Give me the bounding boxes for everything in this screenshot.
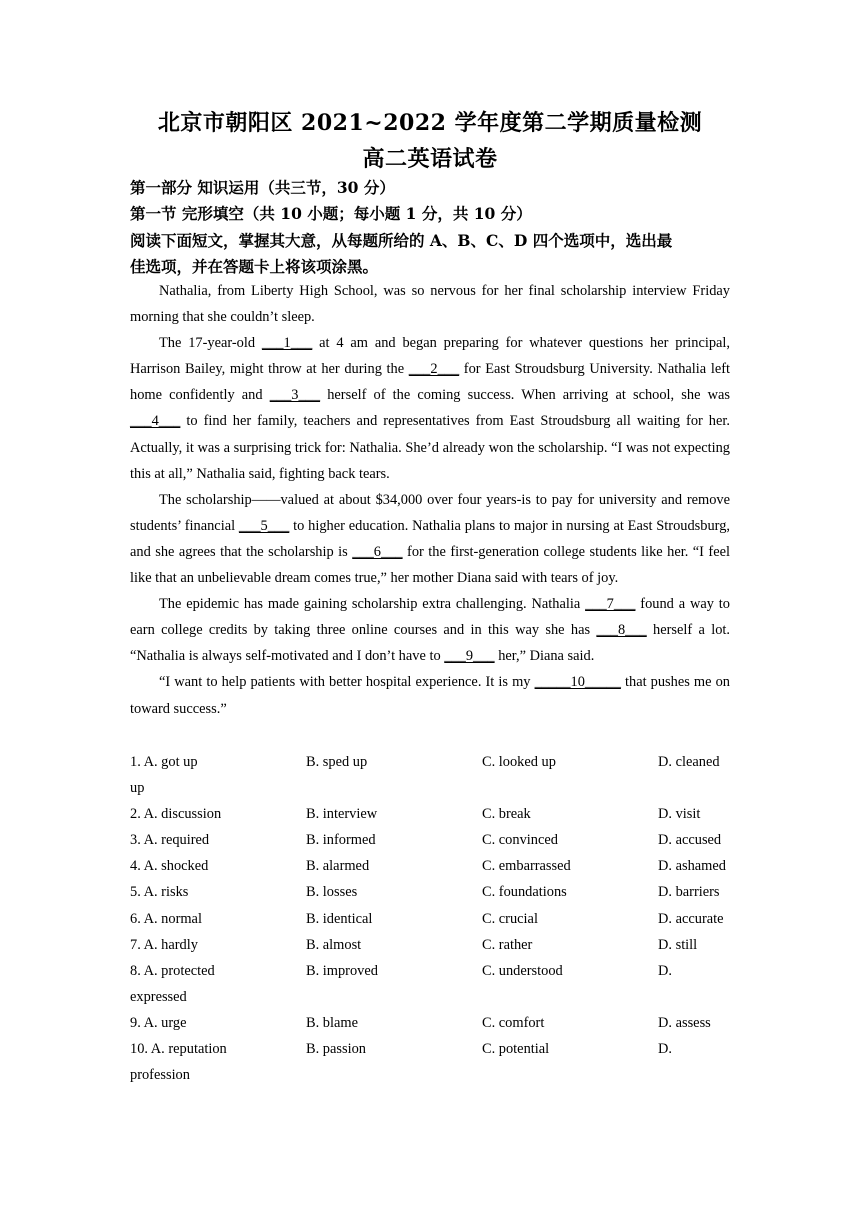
- text-segment: to higher education. Nathalia plans to major in nursing at East Stroudsburg, and she agrees that the scholarship is: [130, 517, 730, 560]
- option-1-d: D. cleaned: [658, 754, 720, 770]
- option-1-wrap: up: [130, 780, 145, 797]
- exam-title: 北京市朝阳区 2021~2022 学年度第二学期质量检测: [157, 110, 703, 136]
- text-segment: that pushes me on toward success.”: [130, 674, 730, 717]
- option-7-b: B. almost: [306, 936, 362, 953]
- option-row-8: [130, 958, 730, 984]
- option-8-d: D.: [658, 962, 672, 979]
- option-row-3: [130, 827, 730, 853]
- option-9-d: D. assess: [658, 1014, 711, 1031]
- part-heading: 第一部分 知识运用（共三节，30 分）: [130, 178, 395, 197]
- text-segment: for the first-generation college students like her. “I feel like that an unbelievable dream comes true,” her mother Diana said with tears of joy.: [130, 543, 730, 587]
- option-4-b: B. alarmed: [306, 858, 370, 875]
- option-10-wrap: profession: [130, 1067, 190, 1084]
- blank-10: _____10_____: [534, 674, 621, 691]
- text-segment: The 17-year-old: [159, 335, 262, 352]
- option-6-d: D. accurate: [658, 910, 724, 927]
- text-segment: her,” Diana said.: [494, 648, 595, 665]
- option-8-a: 8. A. protected: [130, 962, 215, 979]
- option-2-d: D. visit: [658, 806, 701, 823]
- option-1-a: 1. A. got up: [130, 754, 198, 770]
- option-row-7: [130, 932, 730, 958]
- text-segment: for East Stroudsburg University. Nathalia left home confidently and: [130, 361, 730, 404]
- option-9-b: B. blame: [306, 1014, 358, 1031]
- text-segment: at 4 am and began preparing for whatever questions her principal, Harrison Bailey, might throw at her during the: [130, 335, 731, 378]
- option-row-2: [130, 801, 730, 827]
- option-2-c: C. break: [482, 806, 531, 823]
- blank-9: ___9___: [444, 648, 495, 665]
- option-6-c: C. crucial: [482, 910, 538, 927]
- blank-2: ___2___: [408, 361, 460, 378]
- answer-options: [130, 749, 730, 1088]
- option-9-c: C. comfort: [482, 1014, 545, 1031]
- blank-8: ___8___: [596, 622, 647, 639]
- blank-7: ___7___: [585, 596, 636, 613]
- option-10-c: C. potential: [482, 1041, 550, 1058]
- cloze-passage: [130, 278, 730, 722]
- option-3-d: D. accused: [658, 832, 722, 849]
- blank-4: ___4___: [130, 413, 181, 430]
- option-row-10: [130, 1036, 730, 1062]
- option-9-a: 9. A. urge: [130, 1014, 187, 1031]
- option-5-c: C. foundations: [482, 884, 567, 901]
- text-segment: to find her family, teachers and representatives from East Stroudsburg all waiting for her. Actually, it was a surprising trick for: Nathalia. She’d already won the scholarship. “I was not expecting this at all,” Nathalia said, fighting back tears.: [130, 413, 730, 482]
- option-5-d: D. barriers: [658, 884, 720, 901]
- text-segment: herself of the coming success. When arriving at school, she was: [320, 387, 730, 404]
- option-7-c: C. rather: [482, 936, 533, 953]
- option-row-9: [130, 1010, 730, 1036]
- option-2-a: 2. A. discussion: [130, 806, 222, 823]
- option-3-c: C. convinced: [482, 832, 558, 849]
- option-row-4: [130, 853, 730, 879]
- blank-1: ___1___: [261, 335, 313, 352]
- option-8-b: B. improved: [306, 962, 378, 979]
- section-heading: 第一节 完形填空（共 10 小题；每小题 1 分，共 10 分）: [130, 204, 532, 223]
- option-6-a: 6. A. normal: [130, 910, 202, 927]
- option-4-d: D. ashamed: [658, 858, 726, 875]
- option-4-a: 4. A. shocked: [130, 858, 209, 875]
- option-1-c: C. looked up: [482, 754, 556, 770]
- option-row-5: [130, 879, 730, 905]
- option-4-c: C. embarrassed: [482, 858, 571, 875]
- text-segment: The epidemic has made gaining scholarship extra challenging. Nathalia: [159, 596, 586, 613]
- option-3-b: B. informed: [306, 832, 376, 849]
- option-6-b: B. identical: [306, 910, 373, 927]
- blank-3: ___3___: [269, 387, 321, 404]
- option-7-d: D. still: [658, 936, 698, 953]
- instruction-line-1: 阅读下面短文，掌握其大意，从每题所给的 A、B、C、D 四个选项中，选出最: [130, 231, 673, 250]
- text-segment: The scholarship——valued at about $34,000 over four years-is to pay for university and remove students’ financial: [130, 491, 730, 534]
- blank-6: ___6___: [352, 543, 403, 560]
- text-segment: found a way to earn college credits by taking three online courses and in this way she has: [130, 596, 730, 639]
- option-10-a: 10. A. reputation: [130, 1041, 227, 1058]
- text-segment: herself a lot. “Nathalia is always self-motivated and I don’t have to: [130, 622, 731, 665]
- option-10-b: B. passion: [306, 1041, 366, 1058]
- option-5-b: B. losses: [306, 884, 358, 901]
- option-1-b: B. sped up: [306, 754, 368, 770]
- option-7-a: 7. A. hardly: [130, 936, 198, 953]
- option-3-a: 3. A. required: [130, 832, 210, 849]
- blank-5: ___5___: [238, 517, 290, 534]
- paragraph-3: [130, 487, 730, 591]
- option-2-b: B. interview: [306, 806, 378, 823]
- option-8-wrap: expressed: [130, 988, 187, 1005]
- exam-subtitle: 高二英语试卷: [362, 146, 498, 172]
- paragraph-1: [130, 278, 730, 330]
- option-10-d: D.: [658, 1041, 672, 1058]
- paragraph-2: [130, 330, 730, 487]
- option-row-1: [130, 749, 730, 775]
- text-segment: “I want to help patients with better hospital experience. It is my: [159, 674, 535, 691]
- paragraph-4: [130, 591, 730, 669]
- option-5-a: 5. A. risks: [130, 884, 189, 901]
- paragraph-5: [130, 669, 730, 721]
- option-8-c: C. understood: [482, 962, 563, 979]
- text-segment: Nathalia, from Liberty High School, was so nervous for her final scholarship interview Friday morning that she couldn’t sleep.: [130, 283, 730, 326]
- option-row-6: [130, 906, 730, 932]
- instruction-line-2: 佳选项，并在答题卡上将该项涂黑。: [130, 257, 379, 276]
